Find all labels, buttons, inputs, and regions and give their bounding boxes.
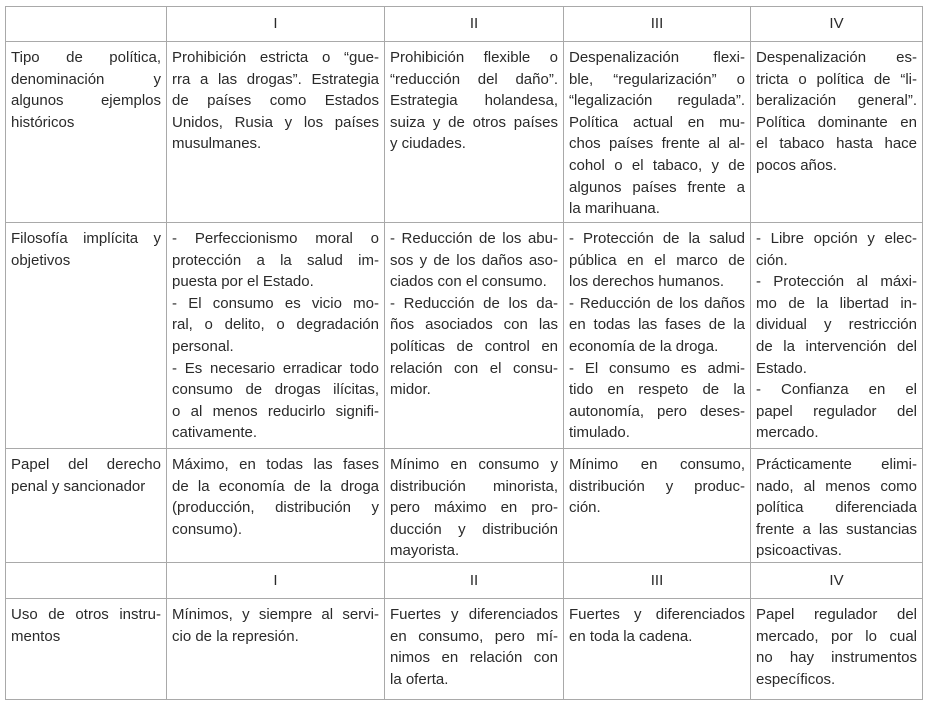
column-header: I: [167, 562, 385, 598]
text-line: cio de la represión.: [172, 627, 299, 645]
text-line: Mínimo en consumo,: [569, 456, 745, 473]
text-line: - Confianza en el: [756, 381, 917, 399]
column-header: II: [385, 562, 564, 598]
text-line: ducción y distribución: [390, 520, 558, 538]
header-row: [6, 562, 923, 598]
text-line: - El consumo es vicio mo-: [172, 294, 379, 312]
text-line: mayorista.: [390, 542, 460, 560]
text-line: en toda la cadena.: [569, 627, 693, 645]
header-row: [6, 7, 923, 42]
text-line: economía de la droga.: [569, 337, 719, 355]
policy-comparison-table: [5, 6, 923, 700]
text-line: pocos años.: [756, 156, 837, 174]
table-cell: [751, 449, 923, 563]
text-line: algunos ejemplos: [11, 92, 161, 110]
text-line: chos países frente al al-: [569, 135, 745, 153]
text-line: de la intervención del: [756, 337, 917, 355]
text-line: Estado.: [756, 359, 807, 377]
text-line: Uso de otros instru-: [11, 605, 161, 623]
text-line: frente a las sustancias: [756, 520, 917, 538]
text-line: ciados con el consumo.: [390, 273, 547, 291]
row-label: [6, 598, 167, 699]
column-header-empty: [6, 562, 167, 598]
text-line: midor.: [390, 381, 431, 399]
text-line: nimos en relación con: [390, 649, 558, 667]
text-line: objetivos: [11, 251, 71, 269]
table-cell: [564, 598, 751, 699]
table-cell: [564, 42, 751, 223]
text-line: cohol o el tabaco, y de: [569, 156, 745, 174]
text-line: y ciudades.: [390, 135, 466, 153]
text-line: cativamente.: [172, 424, 258, 442]
column-header: II: [385, 7, 564, 42]
text-line: mo de la libertad in-: [756, 294, 917, 312]
table-row: [6, 42, 923, 223]
text-line: Mínimo en consumo y: [390, 456, 558, 473]
text-line: rra a las drogas”. Estrategia: [172, 70, 379, 88]
text-line: - Reducción de los da-: [390, 294, 558, 312]
text-line: Filosofía implícita y: [11, 230, 161, 247]
text-line: los derechos humanos.: [569, 273, 725, 291]
text-line: Estrategia holandesa,: [390, 92, 558, 110]
text-line: Prácticamente elimi-: [756, 456, 917, 473]
column-header: III: [564, 7, 751, 42]
table-cell: [385, 449, 564, 563]
text-line: Fuertes y diferenciados: [390, 605, 558, 623]
text-line: o al menos reducirlo signifi-: [172, 402, 379, 420]
table-cell: [385, 598, 564, 699]
text-line: el tabaco hasta hace: [756, 135, 917, 153]
text-line: consumo de drogas ilícitas,: [172, 381, 379, 399]
text-line: mentos: [11, 627, 61, 645]
text-line: “reducción del daño”.: [390, 70, 558, 88]
table-cell: [751, 42, 923, 223]
text-line: históricos: [11, 113, 75, 131]
row-label: [6, 42, 167, 223]
text-line: consumo).: [172, 520, 243, 538]
text-line: la oferta.: [390, 670, 449, 688]
text-line: algunos países frente a: [569, 178, 745, 196]
text-line: Mínimos, y siempre al servi-: [172, 605, 379, 623]
text-line: - Es necesario erradicar todo: [172, 359, 379, 377]
table-cell: [167, 598, 385, 699]
text-line: musulmanes.: [172, 135, 262, 153]
text-line: (producción, distribución y: [172, 499, 379, 517]
column-header: IV: [751, 562, 923, 598]
text-line: distribución y produc-: [569, 477, 745, 495]
text-line: protección a la salud im-: [172, 251, 379, 269]
text-line: pero máximo en pro-: [390, 499, 558, 517]
text-line: tricta o política de “li-: [756, 70, 917, 88]
text-line: distribución minorista,: [390, 477, 558, 495]
text-line: no hay instrumentos: [756, 649, 917, 667]
text-line: Despenalización es-: [756, 49, 917, 66]
text-line: timulado.: [569, 424, 630, 442]
text-line: Prohibición flexible o: [390, 49, 558, 66]
text-line: pública en el marco de: [569, 251, 745, 269]
table-cell: [564, 223, 751, 449]
text-line: la marihuana.: [569, 200, 660, 218]
text-line: “legalización regulada”.: [569, 92, 745, 110]
text-line: Fuertes y diferenciados: [569, 605, 745, 623]
text-line: - Reducción de los daños: [569, 294, 745, 312]
text-line: - Protección de la salud: [569, 230, 745, 247]
text-line: denominación y: [11, 70, 161, 88]
text-line: papel regulador del: [756, 402, 917, 420]
text-line: Política actual en mu-: [569, 113, 745, 131]
text-line: en todas las fases de la: [569, 316, 745, 334]
text-line: - Protección al máxi-: [756, 273, 917, 291]
column-header-empty: [6, 7, 167, 42]
text-line: ble, “regularización” o: [569, 70, 745, 88]
row-label: [6, 223, 167, 449]
table-cell: [385, 223, 564, 449]
text-line: Tipo de política,: [11, 49, 161, 66]
text-line: personal.: [172, 337, 234, 355]
column-header: I: [167, 7, 385, 42]
text-line: Prohibición estricta o “gue-: [172, 49, 379, 66]
row-label: [6, 449, 167, 563]
text-line: Política dominante en: [756, 113, 917, 131]
text-line: en consumo, pero mí-: [390, 627, 558, 645]
text-line: - Reducción de los abu-: [390, 230, 558, 247]
text-line: Unidos, Rusia y los países: [172, 113, 379, 131]
text-line: nado, al menos como: [756, 477, 917, 495]
text-line: ción.: [569, 499, 601, 517]
text-line: relación con el consu-: [390, 359, 558, 377]
table-cell: [751, 223, 923, 449]
text-line: dividual y restricción: [756, 316, 917, 334]
text-line: Máximo, en todas las fases: [172, 456, 379, 473]
text-line: Papel regulador del: [756, 605, 917, 623]
text-line: tido en respeto de la: [569, 381, 745, 399]
table-row: [6, 223, 923, 449]
table-cell: [385, 42, 564, 223]
text-line: ción.: [756, 251, 788, 269]
text-line: penal y sancionador: [11, 477, 146, 495]
table-cell: [167, 223, 385, 449]
text-line: sos y de los daños aso-: [390, 251, 558, 269]
text-line: Despenalización flexi-: [569, 49, 745, 66]
text-line: - El consumo es admi-: [569, 359, 745, 377]
table-cell: [564, 449, 751, 563]
text-line: de la economía de la droga: [172, 477, 379, 495]
column-header: III: [564, 562, 751, 598]
text-line: suiza y de otros países: [390, 113, 558, 131]
text-line: autonomía, pero deses-: [569, 402, 745, 420]
text-line: - Libre opción y elec-: [756, 230, 917, 247]
column-header: IV: [751, 7, 923, 42]
text-line: - Perfeccionismo moral o: [172, 230, 379, 247]
text-line: ños asociados con las: [390, 316, 558, 334]
text-line: puesta por el Estado.: [172, 273, 314, 291]
text-line: Papel del derecho: [11, 456, 161, 473]
text-line: política diferenciada: [756, 499, 917, 517]
table-cell: [167, 42, 385, 223]
text-line: mercado.: [756, 424, 819, 442]
table-cell: [751, 598, 923, 699]
text-line: beralización general”.: [756, 92, 917, 110]
table-row: [6, 598, 923, 699]
text-line: específicos.: [756, 670, 836, 688]
text-line: políticas de control en: [390, 337, 558, 355]
table-row: [6, 449, 923, 563]
text-line: mercado, por lo cual: [756, 627, 917, 645]
text-line: psicoactivas.: [756, 542, 842, 560]
table-cell: [167, 449, 385, 563]
text-line: ral, o delito, o degradación: [172, 316, 379, 334]
text-line: de países como Estados: [172, 92, 379, 110]
